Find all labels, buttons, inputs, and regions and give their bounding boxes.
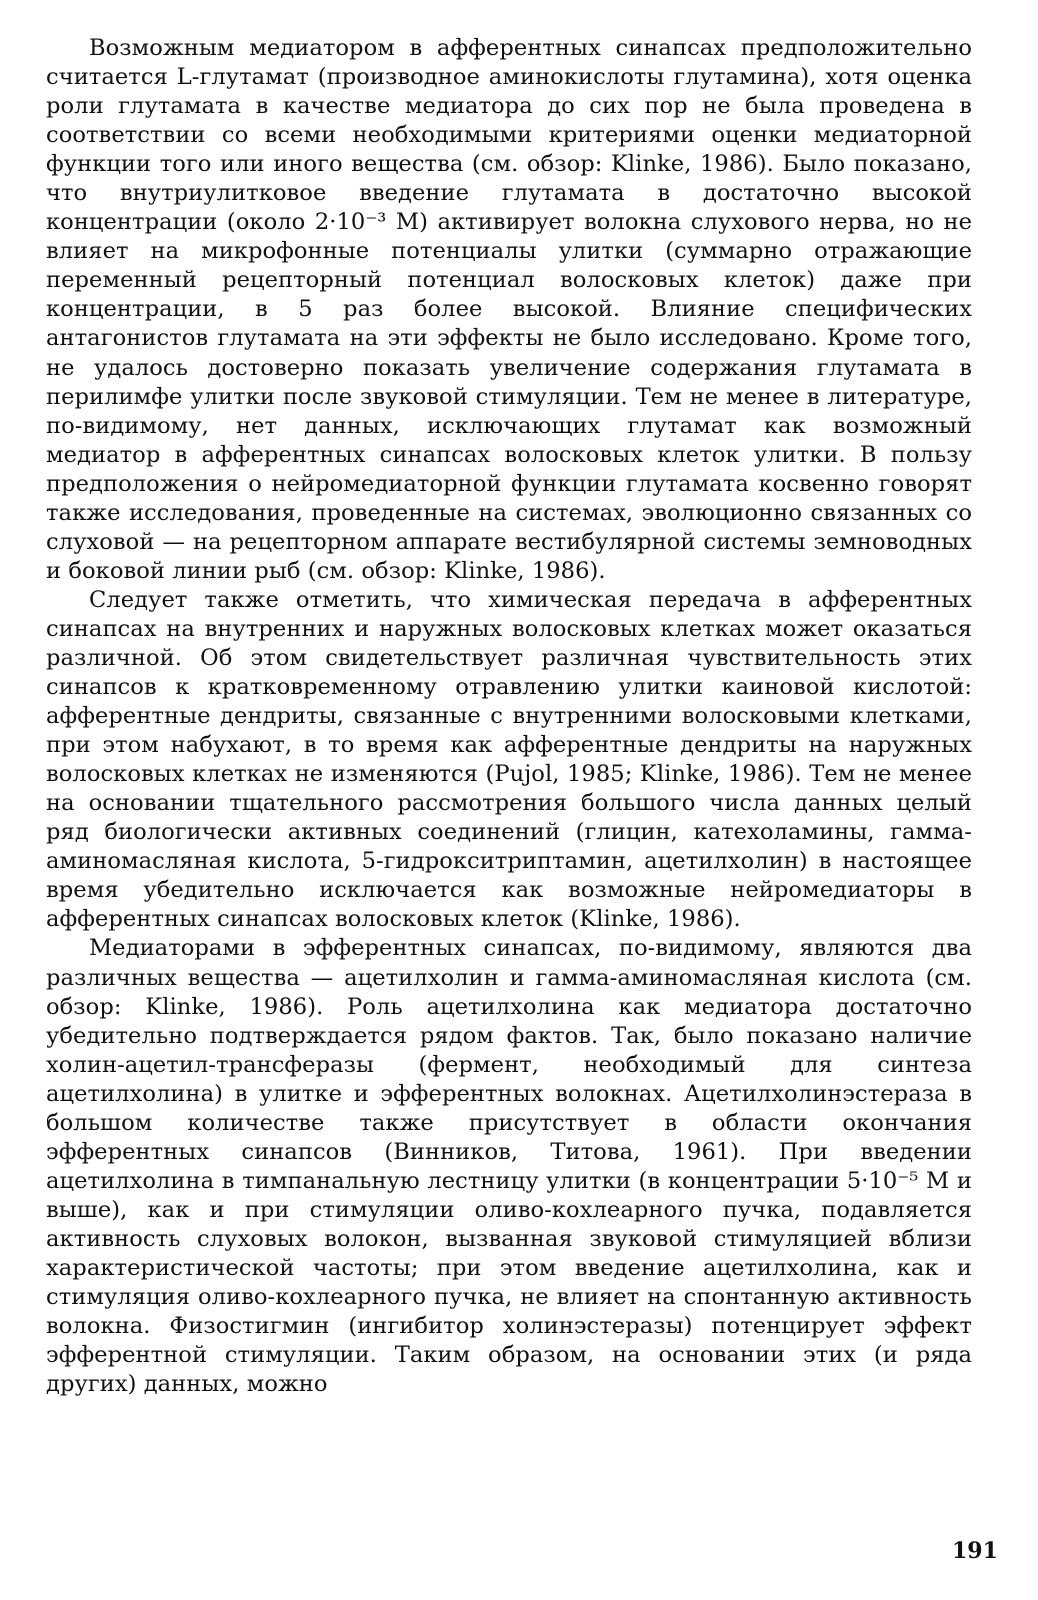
page-body — [46, 34, 972, 1399]
paragraph-glutamate-afferent: Возможным медиатором в афферентных синапсах предположительно считается L-глутамат (производное аминокислоты глутамина), хотя оценка роли глутамата в качестве медиатора до сих пор не была проведена в соответствии со всеми необходимыми критериями оценки медиаторной функции того или иного вещества (см. обзор: Klinke, 1986). Было показано, что внутриулитковое введение глутамата в достаточно высокой концентрации (около 2·10⁻³ М) активирует волокна слухового нерва, но не влияет на микрофонные потенциалы улитки (суммарно отражающие переменный рецепторный потенциал волосковых клеток) даже при концентрации, в 5 раз более высокой. Влияние специфических антагонистов глутамата на эти эффекты не было исследовано. Кроме того, не удалось достоверно показать увеличение содержания глутамата в перилимфе улитки после звуковой стимуляции. Тем не менее в литературе, по-видимому, нет данных, исключающих глутамат как возможный медиатор в афферентных синапсах волосковых клеток улитки. В пользу предположения о нейромедиаторной функции глутамата косвенно говорят также исследования, проведенные на системах, эволюционно связанных со слуховой — на рецепторном аппарате вестибулярной системы земноводных и боковой линии рыб (см. обзор: Klinke, 1986). — [46, 35, 972, 584]
page-number: 191 — [952, 1538, 998, 1564]
paragraph-efferent-mediators: Медиаторами в эфферентных синапсах, по-видимому, являются два различных вещества — ацетилхолин и гамма-аминомасляная кислота (см. обзор: Klinke, 1986). Роль ацетилхолина как медиатора достаточно убедительно подтверждается рядом фактов. Так, было показано наличие холин-ацетил-трансферазы (фермент, необходимый для синтеза ацетилхолина) в улитке и эфферентных волокнах. Ацетилхолинэстераза в большом количестве также присутствует в области окончания эфферентных синапсов (Винников, Титова, 1961). При введении ацетилхолина в тимпанальную лестницу улитки (в концентрации 5·10⁻⁵ М и выше), как и при стимуляции оливо-кохлеарного пучка, подавляется активность слуховых волокон, вызванная звуковой стимуляцией вблизи характеристической частоты; при этом введение ацетилхолина, как и стимуляция оливо-кохлеарного пучка, не влияет на спонтанную активность волокна. Физостигмин (ингибитор холинэстеразы) потенцирует эффект эфферентной стимуляции. Таким образом, на основании этих (и ряда других) данных, можно — [46, 935, 972, 1398]
paragraph-chemical-transmission: Следует также отметить, что химическая передача в афферентных синапсах на внутренних и наружных волосковых клетках может оказаться различной. Об этом свидетельствует различная чувствительность этих синапсов к кратковременному отравлению улитки каиновой кислотой: афферентные дендриты, связанные с внутренними волосковыми клетками, при этом набухают, в то время как афферентные дендриты на наружных волосковых клетках не изменяются (Pujol, 1985; Klinke, 1986). Тем не менее на основании тщательного рассмотрения большого числа данных целый ряд биологически активных соединений (глицин, катехоламины, гамма-аминомасляная кислота, 5-гидрокситриптамин, ацетилхолин) в настоящее время убедительно исключается как возможные нейромедиаторы в афферентных синапсах волосковых клеток (Klinke, 1986). — [46, 586, 972, 933]
